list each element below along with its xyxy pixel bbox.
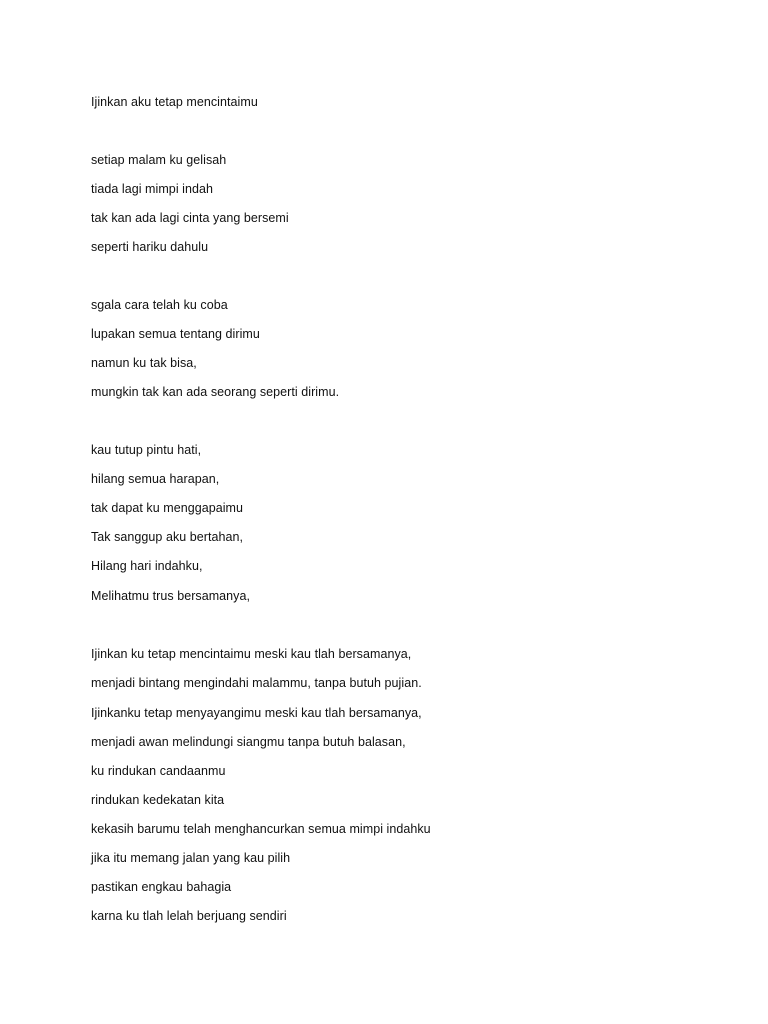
poem-line: pastikan engkau bahagia — [91, 880, 232, 894]
poem-line: tiada lagi mimpi indah — [91, 182, 213, 196]
poem-line: ku rindukan candaanmu — [91, 764, 226, 778]
poem-line: lupakan semua tentang dirimu — [91, 327, 260, 341]
poem-line: sgala cara telah ku coba — [91, 298, 228, 312]
poem-line: Hilang hari indahku, — [91, 559, 203, 573]
poem-line: namun ku tak bisa, — [91, 356, 197, 370]
poem-line: rindukan kedekatan kita — [91, 793, 225, 807]
poem-line: Melihatmu trus bersamanya, — [91, 589, 251, 603]
poem-line: setiap malam ku gelisah — [91, 153, 227, 167]
poem-line: kekasih barumu telah menghancurkan semua mimpi indahku — [91, 822, 431, 836]
poem-line: Tak sanggup aku bertahan, — [91, 530, 244, 544]
poem-line: tak kan ada lagi cinta yang bersemi — [91, 211, 289, 225]
poem-line: Ijinkan ku tetap mencintaimu meski kau tlah bersamanya, — [91, 647, 412, 661]
poem-line: menjadi awan melindungi siangmu tanpa butuh balasan, — [91, 735, 406, 749]
poem-line: Ijinkanku tetap menyayangimu meski kau tlah bersamanya, — [91, 706, 422, 720]
poem-line: kau tutup pintu hati, — [91, 443, 202, 457]
poem-title: Ijinkan aku tetap mencintaimu — [91, 95, 258, 109]
poem-line: seperti hariku dahulu — [91, 240, 209, 254]
poem-line: hilang semua harapan, — [91, 472, 220, 486]
poem-line: mungkin tak kan ada seorang seperti dirimu. — [91, 385, 340, 399]
poem-line: menjadi bintang mengindahi malammu, tanpa butuh pujian. — [91, 676, 422, 690]
poem-line: tak dapat ku menggapaimu — [91, 501, 243, 515]
poem-line: karna ku tlah lelah berjuang sendiri — [91, 909, 287, 923]
poem-line: jika itu memang jalan yang kau pilih — [91, 851, 291, 865]
